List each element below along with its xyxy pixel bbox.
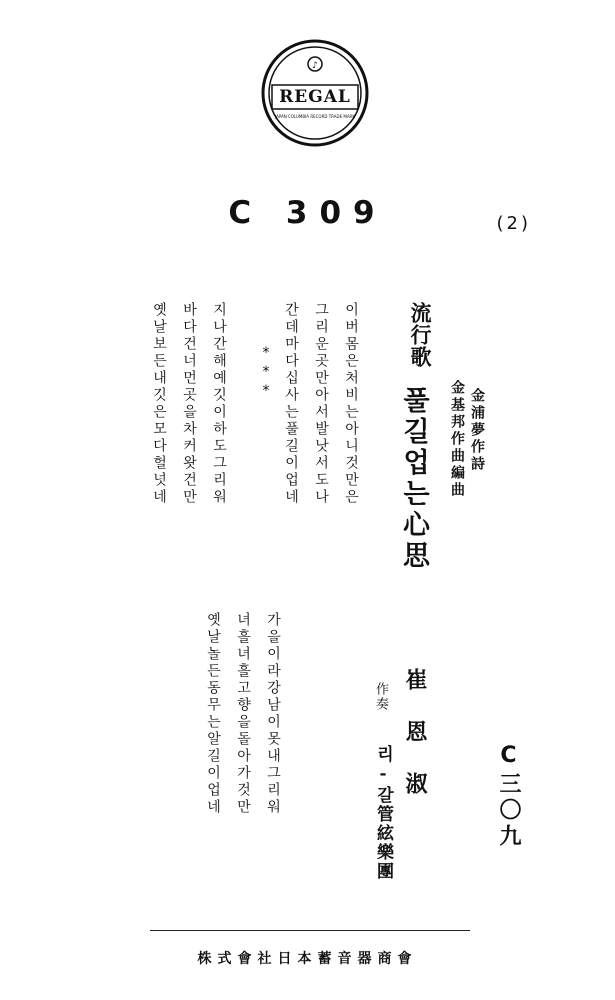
publisher-footer: 株式會社日本蓄音器商會 — [197, 951, 418, 967]
orchestra-credit: 리-갈管絃樂團 — [373, 745, 393, 881]
genre-label: 流行歌 — [408, 302, 433, 368]
verse-phrase: 이버몸은 — [343, 302, 359, 370]
verse-phrase: 돌아가것만 — [235, 731, 251, 816]
verse-phrase: 만아서 — [313, 370, 329, 421]
song-title: 풀길업는心思 — [398, 386, 429, 572]
verse-phrase: 가을이라 — [265, 612, 281, 680]
verse-line — [174, 302, 204, 506]
verse-line — [204, 302, 234, 506]
verse-phrase: 풀길이업네 — [283, 421, 299, 506]
composer-credit: 金基邦作曲編曲 — [449, 380, 465, 499]
verse-phrase: 모다헐넛네 — [151, 421, 167, 506]
verse-phrase: 간데마다 — [283, 302, 299, 370]
verse-phrase: 동무는 — [205, 680, 221, 731]
verse-phrase: 고향을 — [235, 680, 251, 731]
catalog-number: C 309 — [228, 195, 387, 231]
verse-phrase: 옛날놀든 — [205, 612, 221, 680]
verse-line — [230, 612, 256, 816]
verse-phrase: 그리운곳 — [313, 302, 329, 370]
logo-brand: REGAL — [279, 87, 351, 107]
verse-line — [260, 612, 286, 816]
verse-line — [336, 302, 366, 506]
verse-phrase: 하도그리워 — [211, 421, 227, 506]
verse-phrase: 내깃은 — [151, 370, 167, 421]
svg-text:♪: ♪ — [312, 61, 318, 71]
verse-phrase: 차커왓건만 — [181, 421, 197, 506]
verse-line — [276, 302, 306, 506]
verse-phrase: 아니것만은 — [343, 421, 359, 506]
verse-phrase: 먼곳을 — [181, 370, 197, 421]
verse-phrase: 바다건너 — [181, 302, 197, 370]
performer-label: 作奏 — [373, 682, 388, 712]
verse-phrase: 십사는 — [283, 370, 299, 421]
verse-phrase: 처비는 — [343, 370, 359, 421]
logo-fine-print: JAPAN COLUMBIA RECORD TRADE MARK — [275, 114, 355, 119]
verse-line — [144, 302, 174, 506]
verse-phrase: 예깃이 — [211, 370, 227, 421]
verse-phrase: 지나간해 — [211, 302, 227, 370]
verse-phrase: 옛날보든 — [151, 302, 167, 370]
verse-line — [200, 612, 226, 816]
verse-phrase: 알길이업네 — [205, 731, 221, 816]
verse-phrase: 녀흘녀흘 — [235, 612, 251, 680]
verse-phrase: 발낫서도나 — [313, 421, 329, 506]
performer-name: 崔恩淑 — [402, 668, 428, 824]
verse-phrase: 강남이 — [265, 680, 281, 731]
regal-logo — [260, 38, 370, 148]
verse-phrase: 못내그리워 — [265, 731, 281, 816]
catalog-number-vertical: C三〇九 — [496, 743, 521, 850]
divider — [150, 930, 470, 931]
verse-line — [306, 302, 336, 506]
verse-separator: *** — [258, 345, 274, 402]
lyricist-credit: 金浦夢作詩 — [469, 388, 485, 473]
side-label: (2) — [496, 213, 531, 234]
